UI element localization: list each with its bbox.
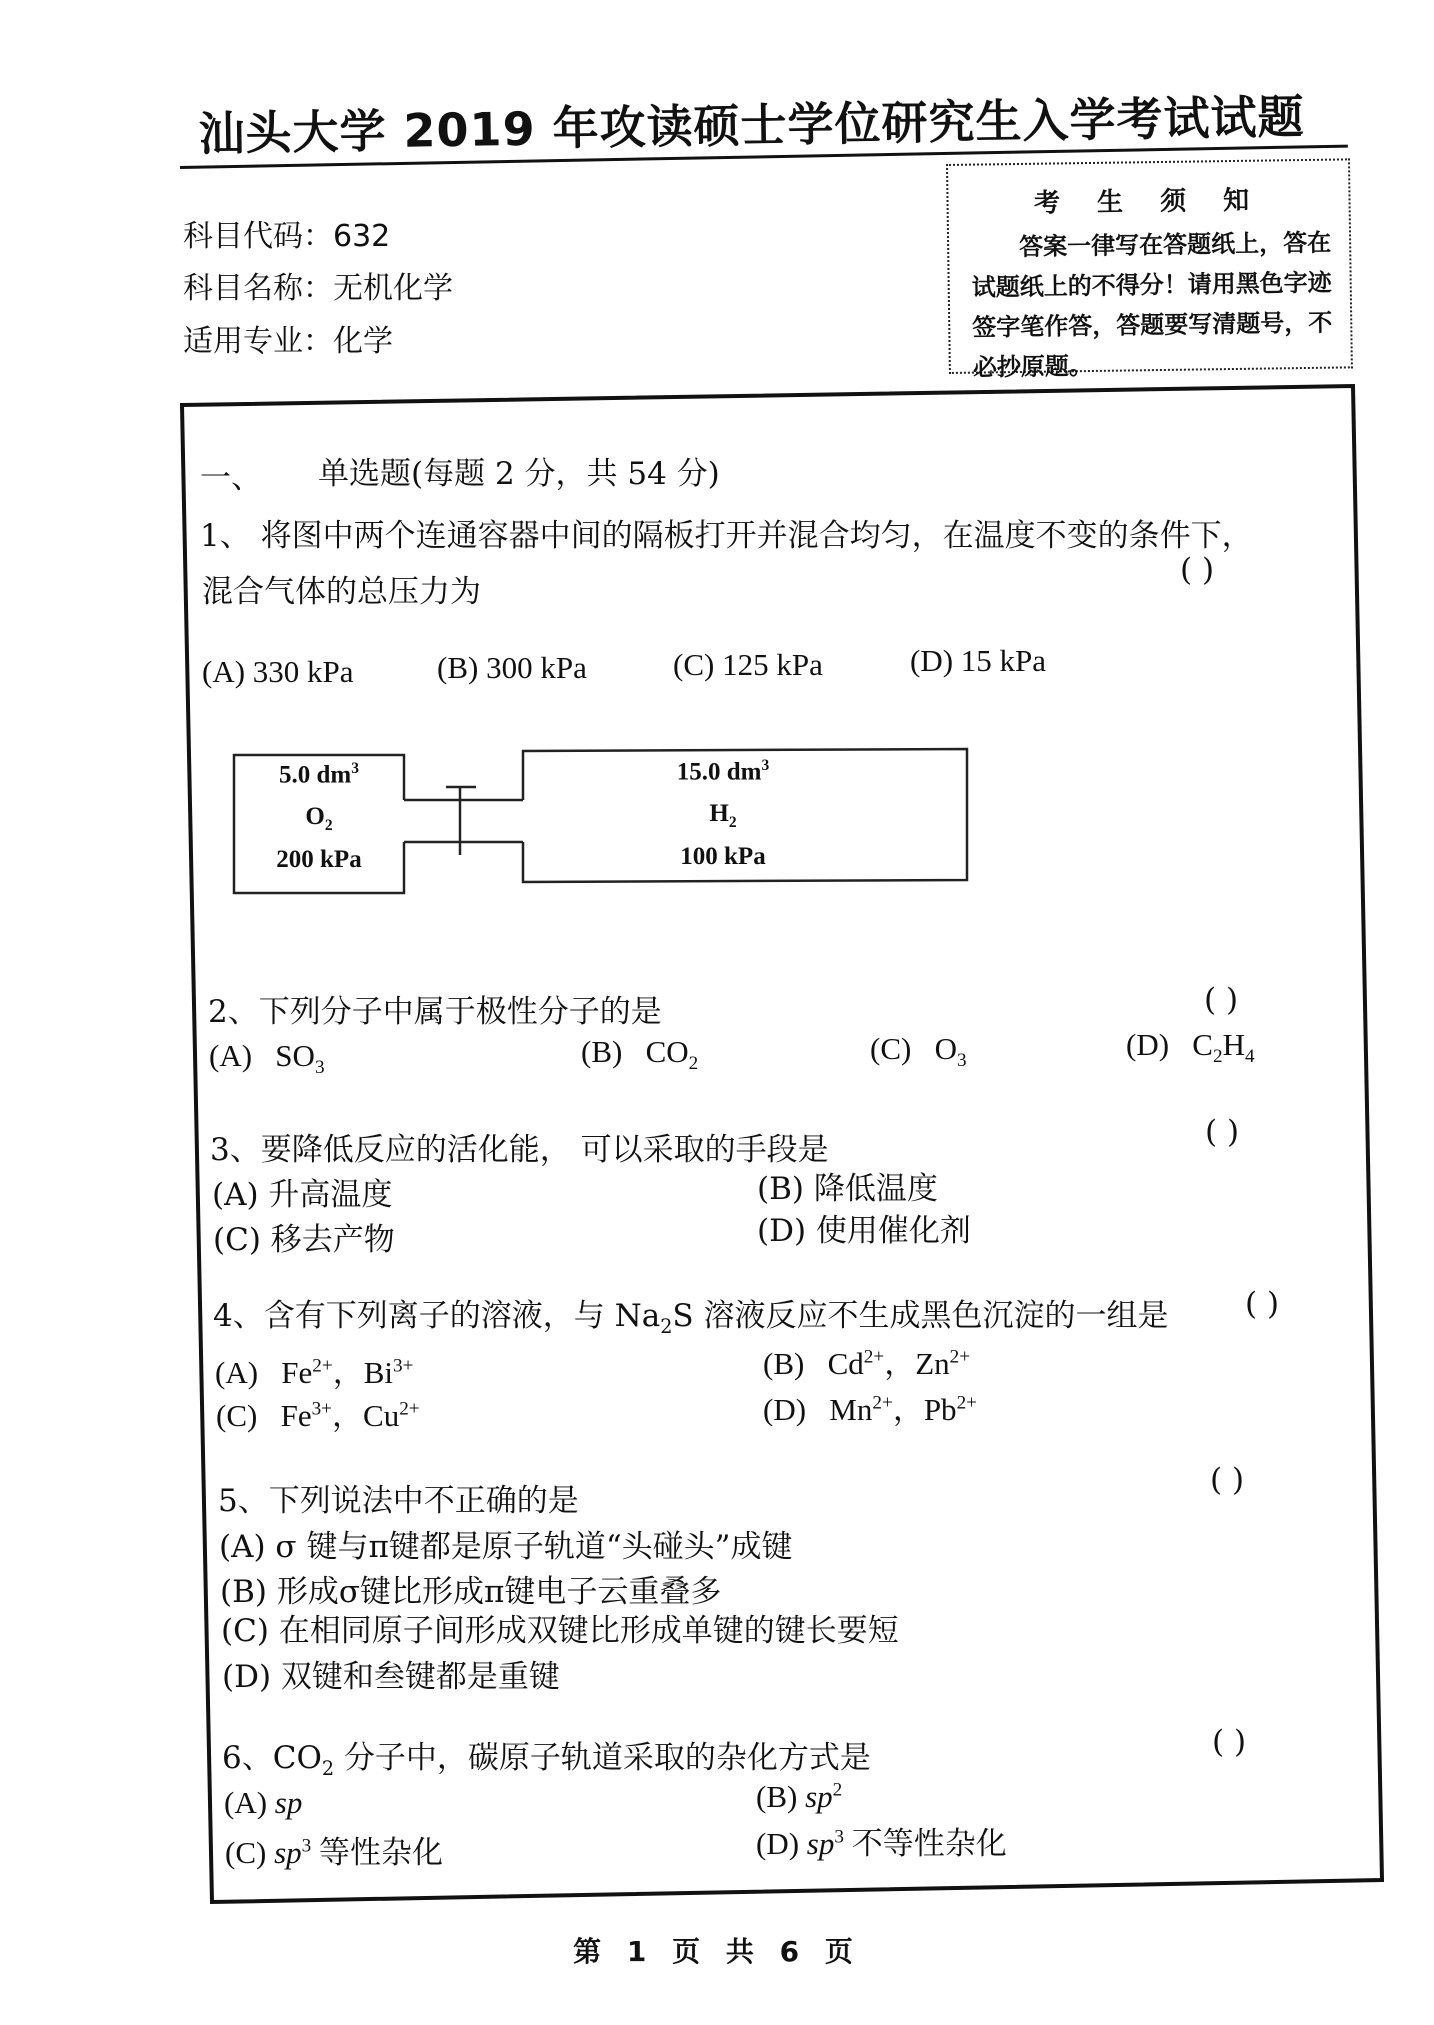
q3-answer-paren: ( ) (1205, 1114, 1240, 1150)
q6-option-a: (A) sp (224, 1785, 303, 1820)
q4-option-b: (B) $Cd^{2+}$，$Zn^{2+}$ (763, 1346, 971, 1381)
major-label: 适用专业： (183, 324, 333, 359)
section-number: 一、 (200, 460, 262, 496)
q5-option-b: (B) 形成σ键比形成π键电子云重叠多 (220, 1574, 722, 1610)
section-title: 单选题(每题 2 分，共 54 分) (318, 456, 720, 492)
q1-stem-line1: 1、 将图中两个连通容器中间的隔板打开并混合均匀，在温度不变的条件下， (200, 518, 1253, 554)
q2-answer-paren: ( ) (1204, 982, 1239, 1018)
q2-stem: 2、下列分子中属于极性分子的是 (208, 994, 662, 1030)
right-container-gas: $H_2$ (709, 800, 737, 831)
q4-option-d: (D) $Mn^{2+}$，$Pb^{2+}$ (763, 1392, 977, 1427)
q6-option-b: (B) $sp^2$ (756, 1779, 843, 1814)
q5-option-c: (C) 在相同原子间形成双键比形成单键的键长要短 (221, 1613, 899, 1649)
q4-option-c: (C) $Fe^{3+}$，$Cu^{2+}$ (216, 1398, 420, 1433)
left-container-volume: 5.0 $dm^3$ (279, 760, 359, 789)
notice-heading: 考 生 须 知 (1033, 185, 1264, 219)
subject-code-value: 632 (333, 219, 391, 254)
q1-option-a: (A) 330 kPa (202, 654, 354, 689)
q5-option-a: (A) σ 键与π键都是原子轨道“头碰头”成键 (219, 1529, 793, 1565)
q3-option-a: (A) 升高温度 (212, 1177, 393, 1213)
exam-title: 汕头大学 2019 年攻读硕士学位研究生入学考试试题 (198, 89, 1305, 161)
q1-option-d: (D) 15 kPa (910, 643, 1047, 678)
q3-option-d: (D) 使用催化剂 (757, 1213, 971, 1249)
q3-stem: 3、要降低反应的活化能， 可以采取的手段是 (210, 1132, 829, 1168)
q6-option-d: (D) $sp^3$ 不等性杂化 (756, 1826, 1007, 1861)
q1-option-b: (B) 300 kPa (437, 650, 587, 685)
q5-stem: 5、下列说法中不正确的是 (218, 1483, 579, 1519)
q2-option-c: (C) $O_3$ (870, 1031, 967, 1072)
q6-stem: 6、$CO_2$ 分子中，碳原子轨道采取的杂化方式是 (222, 1740, 871, 1781)
left-container-gas: $O_2$ (305, 803, 333, 834)
major-value: 化学 (333, 324, 393, 359)
q6-option-c: (C) $sp^3$ 等性杂化 (225, 1835, 444, 1870)
q3-option-b: (B) 降低温度 (757, 1171, 938, 1207)
right-container-volume: 15.0 $dm^3$ (676, 757, 770, 786)
subject-code-label: 科目代码： (183, 219, 333, 254)
q6-answer-paren: ( ) (1212, 1724, 1247, 1760)
q5-answer-paren: ( ) (1210, 1462, 1245, 1498)
q2-option-a: (A) $SO_3$ (209, 1038, 325, 1079)
subject-name-value: 无机化学 (333, 271, 453, 306)
right-container-pressure: 100 kPa (680, 843, 766, 870)
q4-option-a: (A) $Fe^{2+}$，$Bi^{3+}$ (215, 1355, 414, 1390)
q1-answer-paren: ( ) (1180, 552, 1215, 588)
q1-option-c: (C) 125 kPa (673, 647, 823, 682)
q5-option-d: (D) 双键和叁键都是重键 (222, 1659, 560, 1695)
q3-option-c: (C) 移去产物 (213, 1222, 395, 1258)
q4-answer-paren: ( ) (1245, 1286, 1280, 1322)
page-number: 第 1 页 共 6 页 (573, 1935, 861, 1968)
left-container-pressure: 200 kPa (276, 846, 362, 873)
q1-stem-line2: 混合气体的总压力为 (202, 574, 481, 610)
subject-name-label: 科目名称： (183, 271, 333, 306)
q4-stem: 4、含有下列离子的溶液，与 $Na_2S$ 溶液反应不生成黑色沉淀的一组是 (213, 1298, 1169, 1339)
q2-option-d: (D) $C_2H_4$ (1126, 1027, 1255, 1068)
notice-body: 答案一律写在答题纸上，答在试题纸上的不得分！请用黑色字迹签字笔作答，答题要写清题号，不必抄原题。 (971, 228, 1333, 382)
q2-option-b: (B) $CO_2$ (581, 1034, 699, 1075)
